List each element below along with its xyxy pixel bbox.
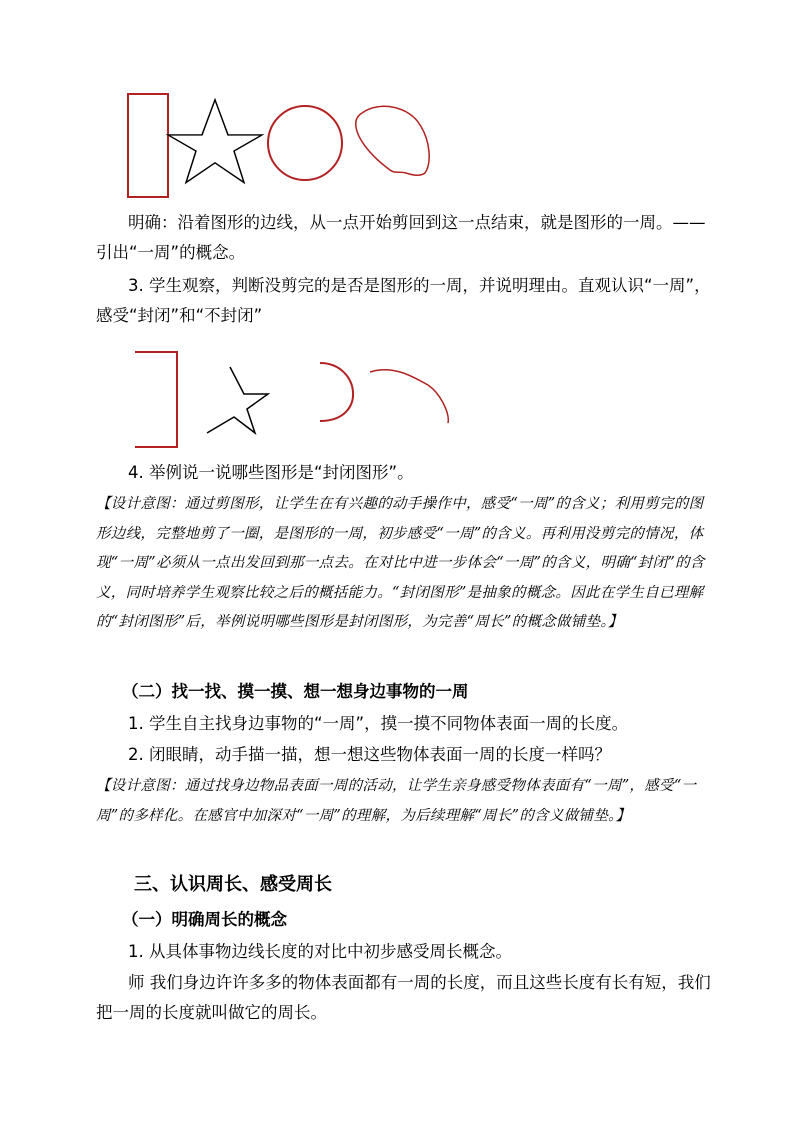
paragraph-teacher: 师 我们身边许许多多的物体表面都有一周的长度，而且这些长度有长有短，我们把一周的长度就叫做它的周长。 — [96, 973, 711, 1022]
section-heading-perimeter: 三、认识周长、感受周长 — [134, 874, 332, 895]
design-note-1: 【设计意图：通过剪图形，让学生在有兴趣的动手操作中，感受“一周”的含义；利用剪完的图形边线，完整地剪了一圈，是图形的一周，初步感受“一周”的含义。再利用没剪完的情况，体现“一周”必须从一点出发回到那一点去。在对比中进一步体会“一周”的含义，明确“封闭”的含义，同时培养学生观察比较之后的概括能力。“封闭图形”是抽象的概念。因此在学生自已理解的“封闭图形”后，举例说明哪些图形是封闭图形，为完善“周长”的概念做铺垫。】 — [96, 496, 705, 630]
closed-star — [168, 100, 262, 183]
open-rectangle — [135, 352, 177, 447]
open-leaf — [370, 370, 448, 423]
open-star — [207, 367, 268, 433]
paragraph-definition: 明确：沿着图形的边线，从一点开始剪回到这一点结束，就是图形的一周。——引出“一周”的概念。 — [96, 213, 706, 262]
paragraph-find-edges: 1. 学生自主找身边事物的“一周”，摸一摸不同物体表面一周的长度。 — [128, 714, 629, 733]
paragraph-close-eyes: 2. 闭眼睛，动手描一描，想一想这些物体表面一周的长度一样吗？ — [128, 745, 611, 764]
open-semicircle — [320, 363, 353, 421]
section-heading-definition: （一）明确周长的概念 — [122, 910, 287, 929]
design-note-2: 【设计意图：通过找身边物品表面一周的活动，让学生亲身感受物体表面有“一周”，感受“一周”的多样化。在感官中加深对“一周”的理解，为后续理解“周长”的含义做铺垫。】 — [96, 778, 697, 824]
paragraph-examples: 4. 举例说一说哪些图形是“封闭图形”。 — [128, 463, 414, 482]
paragraph-observe: 3. 学生观察，判断没剪完的是否是图形的一周，并说明理由。直观认识“一周”，感受“封闭”和“不封闭” — [96, 276, 711, 325]
closed-leaf — [356, 106, 429, 175]
paragraph-compare-edges: 1. 从具体事物边线长度的对比中初步感受周长概念。 — [128, 942, 512, 961]
closed-circle — [268, 106, 342, 180]
closed-shapes-figure — [0, 85, 794, 200]
section-heading-find-touch-think: （二）找一找、摸一摸、想一想身边事物的一周 — [122, 682, 469, 701]
open-shapes-figure — [0, 345, 794, 455]
closed-rectangle — [128, 94, 168, 197]
